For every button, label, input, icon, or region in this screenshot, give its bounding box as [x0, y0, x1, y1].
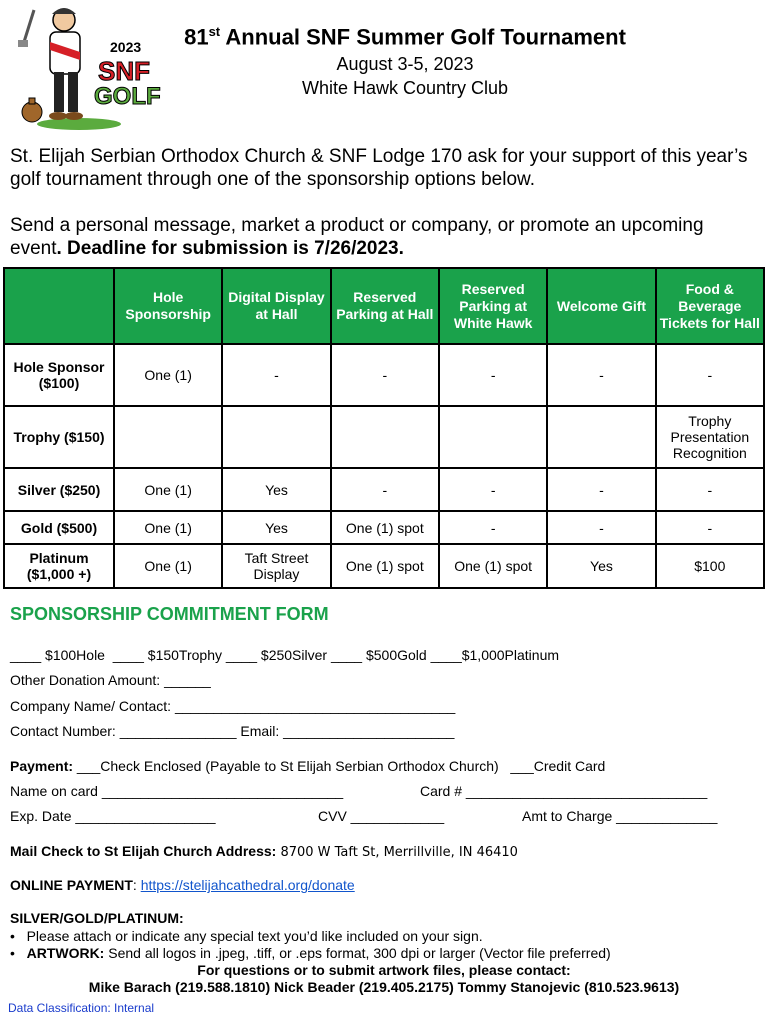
table-cell: - — [656, 468, 764, 511]
table-cell: Trophy Presentation Recognition — [656, 406, 764, 468]
form-title: SPONSORSHIP COMMITMENT FORM — [10, 604, 329, 624]
intro-paragraph-1: St. Elijah Serbian Orthodox Church & SNF Lodge 170 ask for your support of this year’s golf tournament through one of the sponsorship options below. — [10, 146, 748, 190]
table-cell: One (1) — [114, 344, 222, 406]
table-row — [4, 344, 764, 406]
table-cell: One (1) — [114, 468, 222, 511]
table-cell: $100 — [656, 544, 764, 588]
table-cell: - — [547, 344, 655, 406]
spg-heading: SILVER/GOLD/PLATINUM: — [10, 910, 184, 926]
table-cell: - — [439, 344, 547, 406]
logo-year: 2023 — [110, 39, 142, 55]
mail-address-line: Mail Check to St Elijah Church Address: 8700 W Taft St, Merrillville, IN 46410 — [10, 843, 518, 860]
contacts-line: Mike Barach (219.588.1810) Nick Beader (219.405.2175) Tommy Stanojevic (810.523.9613) — [88, 979, 680, 995]
name-on-card-line: Name on card _______________________________ — [10, 783, 344, 799]
table-cell: One (1) spot — [331, 544, 439, 588]
table-cell: - — [439, 511, 547, 544]
table-cell: One (1) spot — [439, 544, 547, 588]
table-cell — [114, 406, 222, 468]
bullet-special-text: • Please attach or indicate any special text you’d like included on your sign. — [10, 928, 483, 944]
table-cell: One (1) — [114, 544, 222, 588]
table-cell: - — [331, 468, 439, 511]
header-cell — [4, 268, 114, 344]
row-header: Gold ($500) — [4, 511, 114, 544]
questions-line: For questions or to submit artwork files, please contact: — [197, 962, 571, 978]
header-cell: Reserved Parking at Hall — [331, 268, 439, 344]
snf-golf-logo — [14, 2, 164, 130]
row-header: Hole Sponsor ($100) — [4, 344, 114, 406]
table-cell: - — [547, 468, 655, 511]
table-cell: Yes — [547, 544, 655, 588]
contact-line: Contact Number: _______________ Email: ______________________ — [10, 723, 455, 739]
table-cell — [439, 406, 547, 468]
table-cell: - — [656, 511, 764, 544]
table-cell: Taft Street Display — [222, 544, 330, 588]
amt-charge-line: Amt to Charge _____________ — [522, 808, 718, 824]
table-cell: - — [331, 344, 439, 406]
company-line: Company Name/ Contact: ____________________________________ — [10, 698, 456, 714]
bullet-icon: • — [10, 945, 27, 961]
table-cell: - — [222, 344, 330, 406]
card-number-line: Card # _______________________________ — [420, 783, 708, 799]
logo-golf: GOLF — [94, 83, 161, 110]
event-dates: August 3-5, 2023 — [336, 54, 474, 74]
table-row — [4, 511, 764, 544]
table-row — [4, 406, 764, 468]
table-cell: - — [439, 468, 547, 511]
exp-date-line: Exp. Date __________________ — [10, 808, 216, 824]
donate-link[interactable]: https://stelijahcathedral.org/donate — [140, 877, 355, 893]
table-row — [4, 468, 764, 511]
table-cell: Yes — [222, 468, 330, 511]
row-header: Platinum ($1,000 +) — [4, 544, 114, 588]
payment-line: Payment: ___Check Enclosed (Payable to St Elijah Serbian Orthodox Church) ___Credit Card — [10, 758, 606, 774]
bullet-icon: • — [10, 928, 27, 944]
data-classification-footer: Data Classification: Internal — [8, 1001, 155, 1015]
event-venue: White Hawk Country Club — [301, 78, 509, 98]
table-cell: Yes — [222, 511, 330, 544]
table-cell: One (1) spot — [331, 511, 439, 544]
table-cell — [331, 406, 439, 468]
intro-paragraph-2: Send a personal message, market a product or company, or promote an upcoming event. Deadline for submission is 7/26/2023. — [10, 215, 704, 259]
header-cell: Digital Display at Hall — [222, 268, 330, 344]
table-cell: - — [656, 344, 764, 406]
level-options-line: ____ $100Hole ____ $150Trophy ____ $250Silver ____ $500Gold ____$1,000Platinum — [10, 647, 560, 663]
header-cell: Welcome Gift — [547, 268, 655, 344]
online-payment-line: ONLINE PAYMENT: https://stelijahcathedral.org/donate — [10, 877, 355, 893]
row-header: Silver ($250) — [4, 468, 114, 511]
header-cell: Hole Sponsorship — [114, 268, 222, 344]
cvv-line: CVV ____________ — [318, 808, 445, 824]
bullet-artwork: • ARTWORK: Send all logos in .jpeg, .tiff, or .eps format, 300 dpi or larger (Vector file preferred) — [10, 945, 611, 961]
header-cell: Reserved Parking at White Hawk — [439, 268, 547, 344]
table-row — [4, 544, 764, 588]
other-donation-line: Other Donation Amount: ______ — [10, 672, 211, 688]
page-title: 81st Annual SNF Summer Golf Tournament — [184, 24, 626, 50]
row-header: Trophy ($150) — [4, 406, 114, 468]
sponsorship-table — [3, 267, 765, 589]
logo-snf: SNF — [98, 56, 150, 86]
header-cell: Food & Beverage Tickets for Hall — [656, 268, 764, 344]
table-cell: One (1) — [114, 511, 222, 544]
table-cell — [547, 406, 655, 468]
table-header-row — [4, 268, 764, 344]
table-cell — [222, 406, 330, 468]
table-cell: - — [547, 511, 655, 544]
